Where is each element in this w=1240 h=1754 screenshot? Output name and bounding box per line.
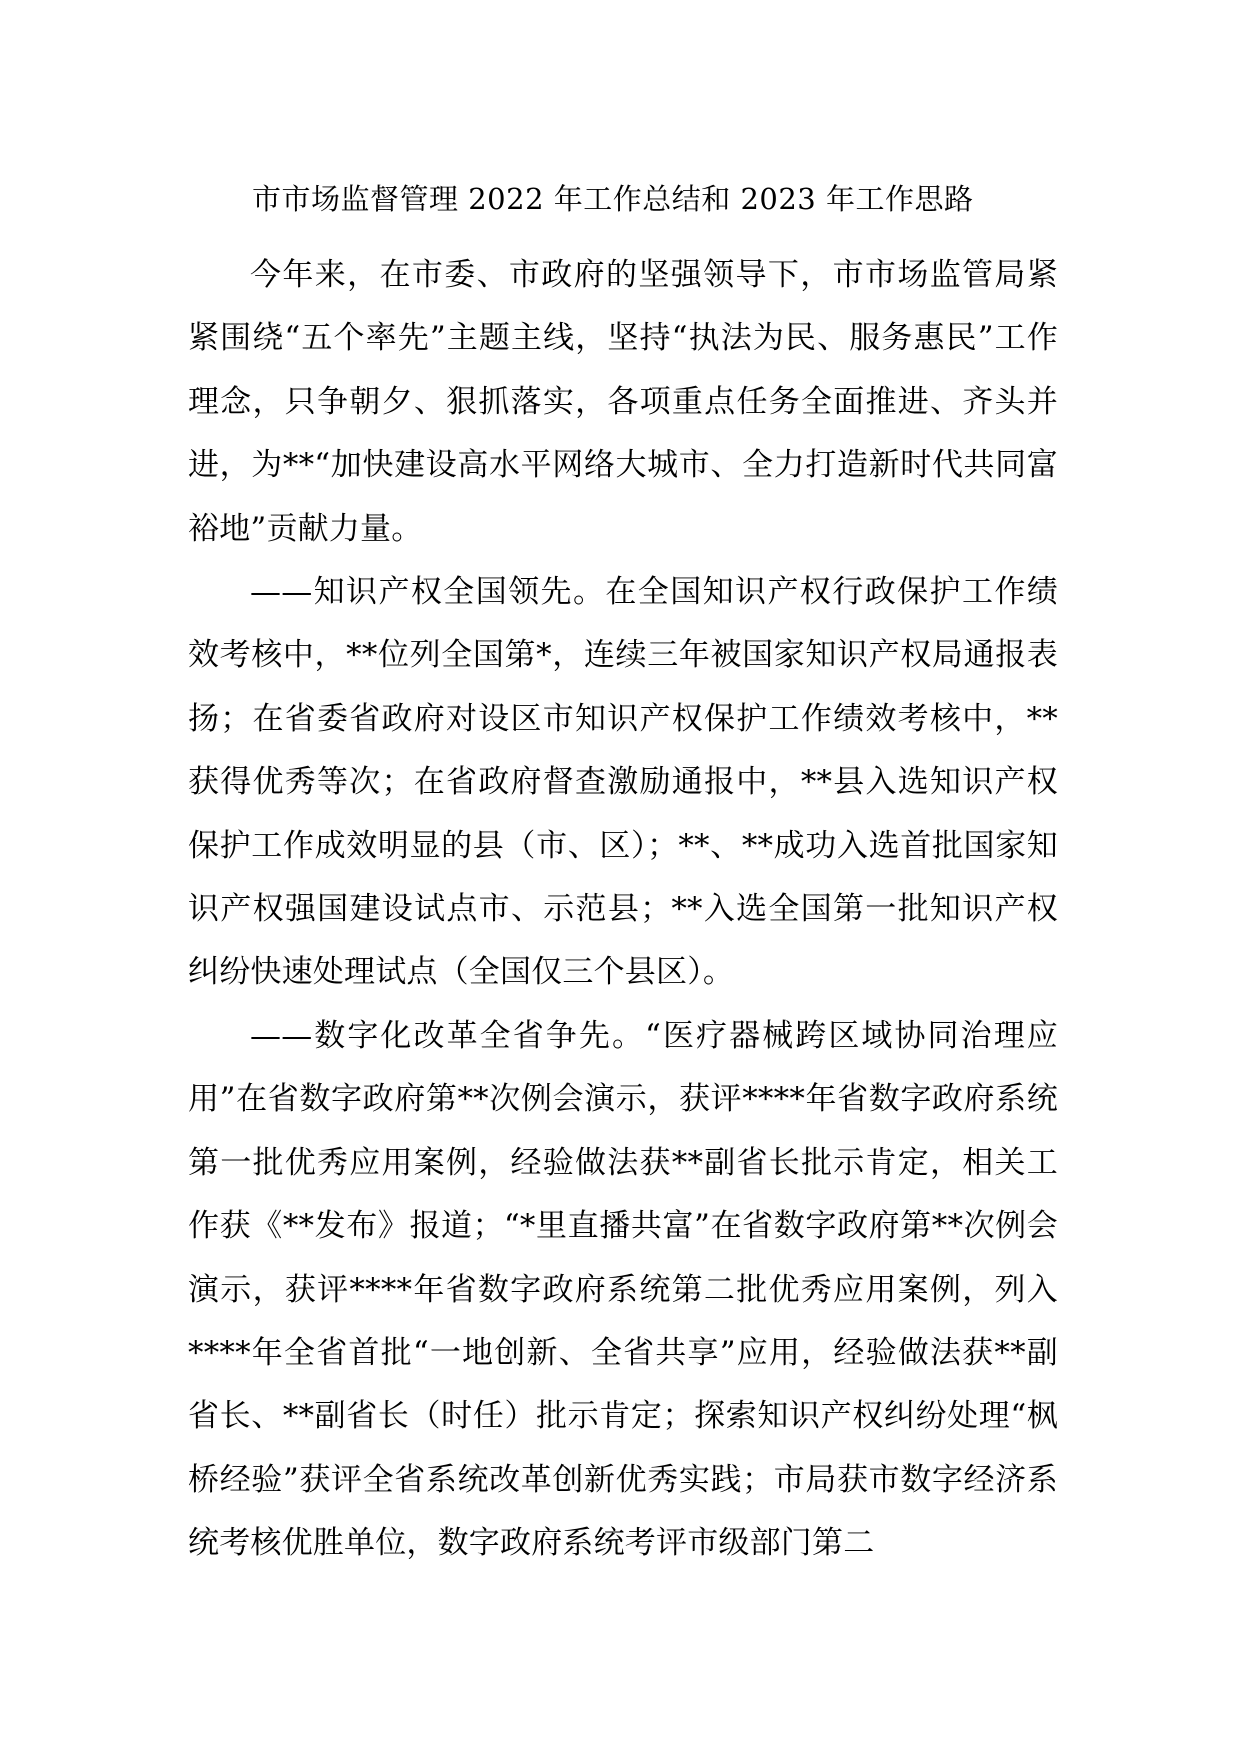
paragraph-intro: 今年来，在市委、市政府的坚强领导下，市市场监管局紧紧围绕“五个率先”主题主线，坚持“执法为民、服务惠民”工作理念，只争朝夕、狠抓落实，各项重点任务全面推进、齐头并进，为**“加快建设高水平网络大城市、全力打造新时代共同富裕地”贡献力量。 (188, 257, 1058, 547)
document-title: 市市场监督管理 2022 年工作总结和 2023 年工作思路 (252, 182, 974, 216)
document-page (188, 168, 1058, 1576)
paragraph-digital-reform: ——数字化改革全省争先。“医疗器械跨区域协同治理应用”在省数字政府第**次例会演示，获评****年省数字政府系统第一批优秀应用案例，经验做法获**副省长批示肯定，相关工作获《**发布》报道；“*里直播共富”在省数字政府第**次例会演示，获评****年省数字政府系统第二批优秀应用案例，列入****年全省首批“一地创新、全省共享”应用，经验做法获**副省长、**副省长（时任）批示肯定；探索知识产权纠纷处理“枫桥经验”获评全省系统改革创新优秀实践；市局获市数字经济系统考核优胜单位，数字政府系统考评市级部门第二 (188, 1017, 1058, 1562)
paragraph-intellectual-property: ——知识产权全国领先。在全国知识产权行政保护工作绩效考核中，**位列全国第*，连续三年被国家知识产权局通报表扬；在省委省政府对设区市知识产权保护工作绩效考核中，**获得优秀等次；在省政府督查激励通报中，**县入选知识产权保护工作成效明显的县（市、区）；**、**成功入选首批国家知识产权强国建设试点市、示范县；**入选全国第一批知识产权纠纷快速处理试点（全国仅三个县区）。 (188, 574, 1058, 991)
